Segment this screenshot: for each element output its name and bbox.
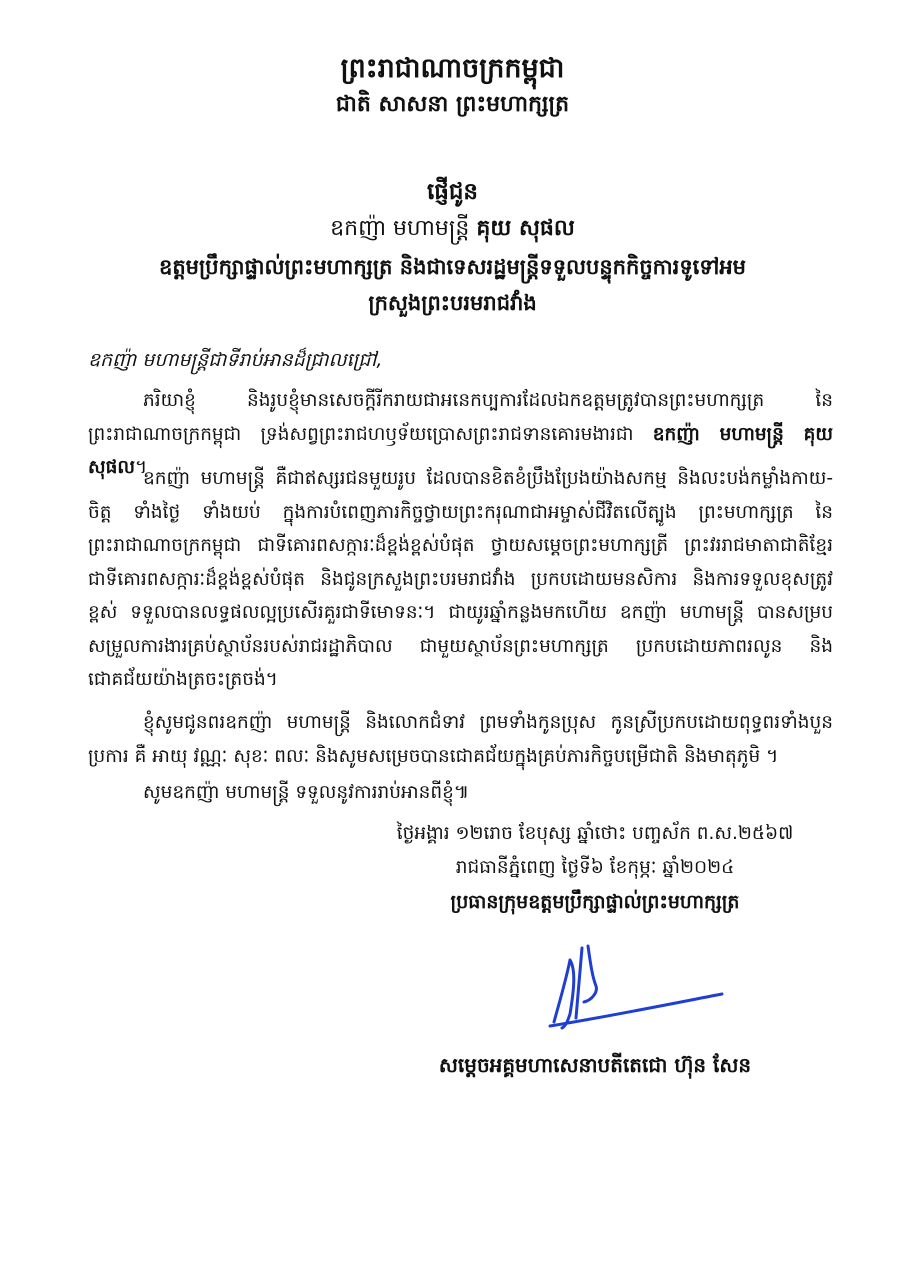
signer-title: ប្រធានក្រុមឧត្តមប្រឹក្សាផ្ទាល់ព្រះមហាក្សត្រ: [450, 891, 740, 913]
kingdom-heading: ព្រះរាជាណាចក្រកម្ពុជា: [340, 53, 565, 84]
signature-image: [540, 940, 730, 1040]
paragraph-closing: សូមឧកញ៉ា មហាមន្ត្រី ទទួលនូវការរាប់អានពីខ្ញុំ៕: [143, 782, 470, 803]
recipient-position-line2: ក្រសួងព្រះបរមរាជវាំង: [368, 291, 537, 315]
paragraph-end-mark: ។: [134, 457, 148, 478]
national-motto: ជាតិ សាសនា ព្រះមហាក្សត្រ: [335, 92, 570, 117]
signer-name: សម្តេចអគ្គមហាសេនាបតីតេជោ ហ៊ុន សែន: [438, 1053, 752, 1077]
recipient-position-line1: ឧត្តមប្រឹក្សាផ្ទាល់ព្រះមហាក្សត្រ និងជាទេសរដ្ឋមន្ត្រីទទួលបន្ទុកកិច្ចការទូទៅអម: [159, 255, 746, 279]
salutation: ឧកញ៉ា មហាមន្ត្រីជាទីរាប់អានដ៏ជ្រាលជ្រៅ,: [88, 349, 383, 371]
paragraph-achievements: ឧកញ៉ា មហាមន្ត្រី គឺជាឥស្សរជនមួយរូប ដែលបានខិតខំប្រឹងប្រែងយ៉ាងសកម្ម និងលះបង់កម្លាំងកាយ-ចិត្ត ទាំងថ្ងៃ ទាំងយប់ ក្នុងការបំពេញភារកិច្ចថ្វាយព្រះករុណាជាអម្ចាស់ជីវិតលើត្បូង ព្រះមហាក្សត្រ នៃព្រះរាជាណាចក្រកម្ពុជា ជាទីគោរពសក្ការៈដ៏ខ្ពង់ខ្ពស់បំផុត ថ្វាយសម្តេចព្រះមហាក្សត្រី ព្រះវររាជមាតាជាតិខ្មែរ ជាទីគោរពសក្ការៈដ៏ខ្ពង់ខ្ពស់បំផុត និងជូនក្រសួងព្រះបរមរាជវាំង ប្រកបដោយមនសិការ និងការទទួលខុសត្រូវខ្ពស់ ទទួលបានលទ្ធផលល្អប្រសើរគួរជាទីមោទនៈ។ ជាយូរឆ្នាំកន្លងមកហើយ ឧកញ៉ា មហាមន្ត្រី បានសម្របសម្រួលការងារគ្រប់ស្ថាប័នរបស់រាជរដ្ឋាភិបាល ជាមួយស្ថាប័នព្រះមហាក្សត្រ ប្រកបដោយភាពរលូន និងជោគជ័យយ៉ាងត្រចះត្រចង់។: [88, 468, 833, 690]
honorific-title: ឧកញ៉ា មហាមន្ត្រី គុយ សុផល: [88, 423, 833, 478]
addressed-to-label: ផ្ញើជូន: [426, 179, 479, 205]
recipient-title: ឧកញ៉ា មហាមន្ត្រី: [330, 216, 477, 241]
paragraph-wishes: ខ្ញុំសូមជូនពរឧកញ៉ា មហាមន្ត្រី និងលោកជំទាវ ព្រមទាំងកូនប្រុស កូនស្រីប្រកបដោយពុទ្ធពរទាំងបួនប្រការ គឺ អាយុ វណ្ណៈ សុខៈ ពលៈ និងសូមសម្រេចបានជោគជ័យក្នុងគ្រប់ភារកិច្ចបម្រើជាតិ និងមាតុភូមិ ។: [88, 712, 833, 767]
recipient-name: គុយ សុផល: [476, 216, 575, 241]
place-and-date: រាជធានីភ្នំពេញ ថ្ងៃទី៦ ខែកុម្ភៈ ឆ្នាំ២០២៤: [455, 857, 735, 878]
recipient-line: [0, 212, 905, 246]
lunar-date: ថ្ងៃអង្គារ ១២រោច ខែបុស្ស ឆ្នាំថោះ បញ្ចស័ក ព.ស.២៥៦៧: [396, 823, 794, 844]
paragraph-congratulation-text: ភរិយាខ្ញុំ និងរូបខ្ញុំមានសេចក្តីរីករាយជាអនេកប្បការដែលឯកឧត្តមត្រូវបានព្រះមហាក្សត្រ នៃព្រះរាជាណាចក្រកម្ពុជា ទ្រង់សព្វព្រះរាជហឫទ័យប្រោសព្រះរាជទានគោរមងារជា: [88, 390, 833, 445]
signature-stroke: [554, 946, 596, 1028]
